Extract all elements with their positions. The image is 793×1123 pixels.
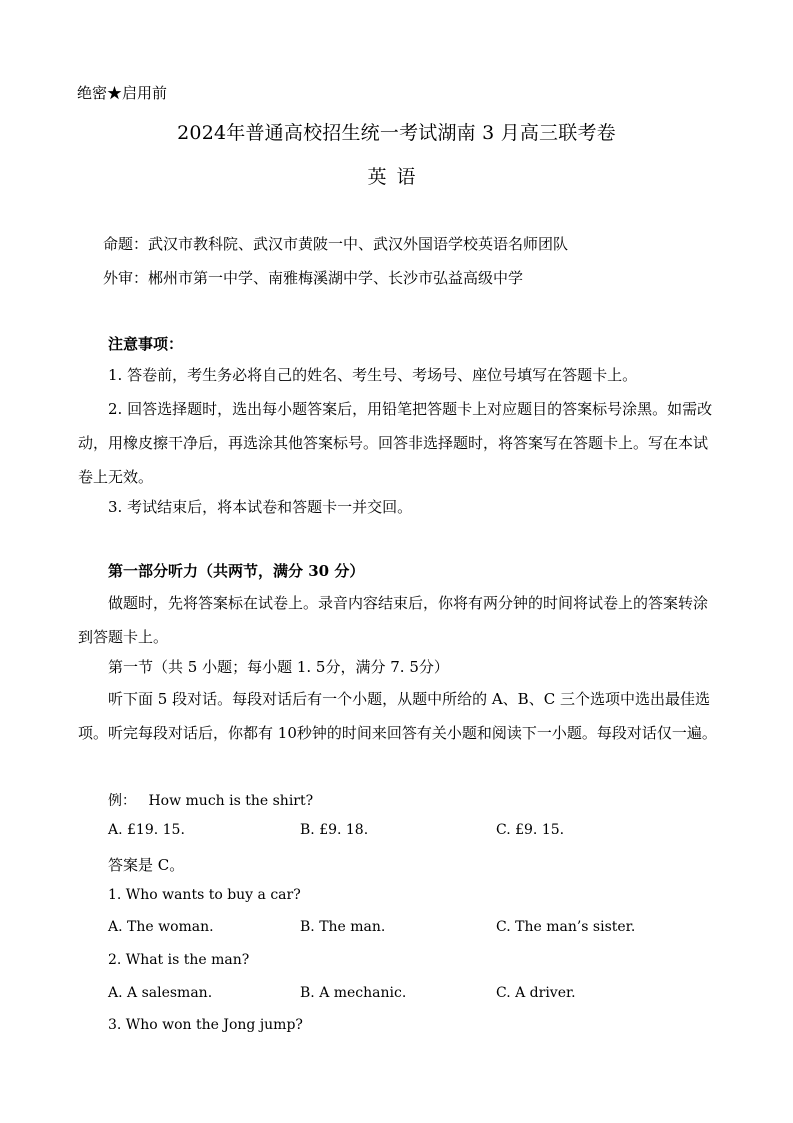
- notice-item-1: 1. 答卷前，考生务必将自己的姓名、考生号、考场号、座位号填写在答题卡上。: [108, 366, 638, 384]
- notice-item-3: 3. 考试结束后，将本试卷和答题卡一并交回。: [108, 498, 413, 516]
- example-option-a: A. £19. 15.: [108, 822, 185, 838]
- part-instructions: 听下面 5 段对话。每段对话后有一个小题，从题中所给的 A、B、C 三个选项中选出最佳选项。听完每段对话后，你都有 10秒钟的时间来回答有关小题和阅读下一小题。每段对话仅一遍。: [78, 690, 717, 742]
- question-stem: 1. Who wants to buy a car?: [108, 887, 301, 903]
- example-option-c: C. £9. 15.: [496, 822, 565, 838]
- example-answer: 答案是 C。: [108, 856, 185, 874]
- exam-title: 2024年普通高校招生统一考试湖南 3 月高三联考卷: [177, 122, 616, 144]
- question-stem: 2. What is the man?: [108, 952, 250, 968]
- question-option-a: A. A salesman.: [108, 985, 213, 1001]
- notice-heading: 注意事项：: [108, 335, 184, 353]
- example-option-b: B. £9. 18.: [300, 822, 369, 838]
- example-question: [108, 790, 313, 810]
- section-heading: 第一部分听力（共两节，满分 30 分）: [108, 562, 365, 580]
- question-option-b: B. A mechanic.: [300, 985, 407, 1001]
- example-question-text: How much is the shirt?: [148, 793, 314, 809]
- part-heading: 第一节（共 5 小题；每小题 1. 5分，满分 7. 5分）: [108, 658, 449, 676]
- question-option-a: A. The woman.: [108, 919, 214, 935]
- notice-item-2: 2. 回答选择题时，选出每小题答案后，用铅笔把答题卡上对应题目的答案标号涂黑。如需改动，用橡皮擦干净后，再选涂其他答案标号。回答非选择题时，将答案写在答题卡上。写在本试卷上无效。: [78, 400, 713, 486]
- question-option-c: C. The man’s sister.: [496, 919, 636, 935]
- subject-title: 英语: [367, 166, 426, 188]
- confidential-label: 绝密★启用前: [77, 84, 168, 102]
- section-intro: 做题时，先将答案标在试卷上。录音内容结束后，你将有两分钟的时间将试卷上的答案转涂到答题卡上。: [78, 594, 709, 646]
- question-stem: 3. Who won the Jong jump?: [108, 1017, 303, 1033]
- question-option-b: B. The man.: [300, 919, 386, 935]
- example-label: 例：: [108, 793, 136, 809]
- question-option-c: C. A driver.: [496, 985, 576, 1001]
- reviewer-line: 外审：郴州市第一中学、南雅梅溪湖中学、长沙市弘益高级中学: [103, 269, 524, 287]
- setter-line: 命题：武汉市教科院、武汉市黄陂一中、武汉外国语学校英语名师团队: [103, 235, 569, 253]
